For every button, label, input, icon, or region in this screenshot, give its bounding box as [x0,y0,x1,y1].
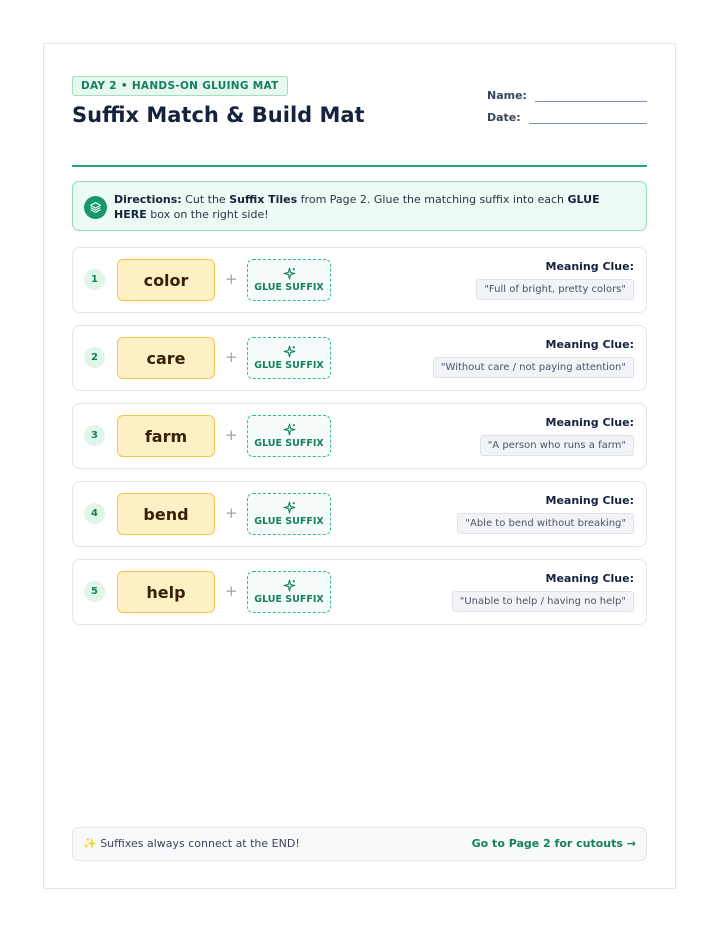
clue-text: "Without care / not paying attention" [433,357,634,378]
clue-label: Meaning Clue: [545,338,634,351]
glue-suffix-box[interactable] [247,415,331,457]
glue-suffix-box[interactable] [247,337,331,379]
clue-label: Meaning Clue: [545,260,634,273]
page-title: Suffix Match & Build Mat [72,103,365,127]
base-word-tile: help [117,571,215,613]
go-to-page-2-link[interactable]: Go to Page 2 for cutouts → [471,837,636,850]
sparkle-icon [283,501,296,514]
sparkle-icon [283,423,296,436]
directions-part-1: Cut the [181,193,230,206]
glue-suffix-box[interactable] [247,571,331,613]
directions-bold-1: Suffix Tiles [229,193,298,206]
clue-text: "Able to bend without breaking" [457,513,634,534]
glue-suffix-box[interactable] [247,259,331,301]
sparkle-icon [283,267,296,280]
date-line [529,113,647,124]
day-badge: DAY 2 • HANDS-ON GLUING MAT [72,76,288,96]
clue-text: "Full of bright, pretty colors" [476,279,634,300]
glue-label: GLUE SUFFIX [254,282,324,293]
row-number: 3 [84,425,105,446]
build-row [72,559,647,625]
clue-text: "Unable to help / having no help" [452,591,634,612]
directions-bold-2: GLUE HERE [114,193,600,221]
build-row [72,403,647,469]
clue-text: "A person who runs a farm" [480,435,634,456]
row-number: 4 [84,503,105,524]
date-label: Date: [487,111,521,124]
plus-sign: + [225,270,238,288]
meaning-clue [433,338,634,378]
header [72,74,647,127]
worksheet-page [43,43,676,889]
glue-label: GLUE SUFFIX [254,360,324,371]
glue-label: GLUE SUFFIX [254,516,324,527]
build-row [72,247,647,313]
base-word-tile: color [117,259,215,301]
glue-label: GLUE SUFFIX [254,438,324,449]
row-number: 5 [84,581,105,602]
base-word-tile: bend [117,493,215,535]
footer-tip: ✨ Suffixes always connect at the END! [83,837,300,850]
plus-sign: + [225,348,238,366]
header-divider [72,165,647,167]
footer-bar [72,827,647,861]
directions-box [72,181,647,231]
plus-sign: + [225,504,238,522]
name-row [487,80,647,102]
row-number: 2 [84,347,105,368]
plus-sign: + [225,426,238,444]
base-word-tile: care [117,337,215,379]
sparkle-icon [283,579,296,592]
name-label: Name: [487,89,527,102]
directions-lead: Directions: [114,193,182,206]
meaning-clue [457,494,634,534]
meaning-clue [452,572,634,612]
layers-icon [84,196,107,219]
clue-label: Meaning Clue: [545,416,634,429]
directions-part-3: box on the right side! [146,208,269,221]
base-word-tile: farm [117,415,215,457]
directions-text [114,192,632,222]
build-row [72,325,647,391]
name-line [535,91,647,102]
plus-sign: + [225,582,238,600]
directions-part-2: from Page 2. Glue the matching suffix into each [297,193,568,206]
clue-label: Meaning Clue: [545,572,634,585]
clue-label: Meaning Clue: [545,494,634,507]
glue-label: GLUE SUFFIX [254,594,324,605]
row-number: 1 [84,269,105,290]
name-date-box [487,80,647,124]
glue-suffix-box[interactable] [247,493,331,535]
date-row [487,102,647,124]
meaning-clue [480,416,634,456]
sparkle-icon [283,345,296,358]
worksheet-content [72,74,647,607]
meaning-clue [476,260,634,300]
build-row [72,481,647,547]
